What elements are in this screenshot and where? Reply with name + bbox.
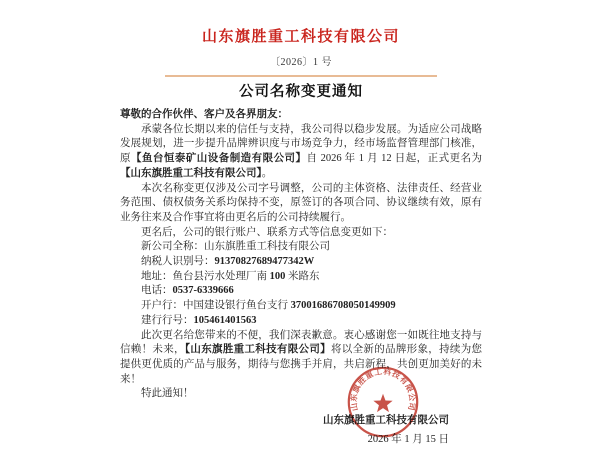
para-closing-text: 此次更名给您带来的不便，我们深表歉意。衷心感谢您一如既往地支持与信赖！未来， (120, 329, 482, 356)
notice-document (120, 28, 482, 449)
para-intro-text: 【鱼台恒泰矿山设备制造有限公司】 (130, 153, 307, 165)
para-hereby-text: 特此通知！ (141, 388, 194, 400)
info-tax-id (120, 255, 482, 270)
para-update-intro-text: 更名后，公司的银行账户、联系方式等信息变更如下： (141, 226, 393, 238)
salutation-text: 尊敬的合作伙伴、客户及各界朋友： (120, 109, 288, 120)
para-intro-text: 。 (261, 167, 273, 179)
document-number: 〔2026〕1 号 (270, 57, 332, 68)
letterhead-company-title: 山东旗胜重工科技有限公司 (201, 29, 400, 45)
info-new-company-name-text: 新公司全称：山东旗胜重工科技有限公司 (141, 241, 330, 253)
para-intro-text: 【山东旗胜重工科技有限公司】 (120, 167, 262, 179)
info-address-text: 地址：鱼台县污水处理厂南 (141, 270, 270, 282)
info-address-text: 米路东 (285, 270, 320, 282)
info-tax-id-text: 91370827689477342W (214, 256, 315, 268)
para-scope-text: 本次名称变更仅涉及公司字号调整，公司的主体资格、法律责任、经营业务范围、债权债务关系均保持不变，原签订的各项合同、协议继续有效，原有业务往来及合作事宜将由更名后的公司持续履行。 (120, 182, 482, 223)
para-closing-text: 【山东旗胜重工科技有限公司】 (184, 344, 331, 356)
signature-company-name: 山东旗胜重工科技有限公司 (323, 415, 449, 427)
info-address (120, 270, 482, 285)
notice-title: 公司名称变更通知 (239, 84, 363, 100)
para-intro (120, 123, 482, 182)
para-hereby (120, 387, 482, 402)
info-new-company-name (120, 240, 482, 255)
info-bank-text: 37001686708050149909 (290, 300, 396, 312)
header-divider (165, 75, 437, 77)
info-tax-id-text: 纳税人识别号： (141, 256, 215, 268)
seal-curved-text: 山东旗胜重工科技有限公司 (349, 367, 417, 412)
info-address-text: 100 (269, 270, 286, 282)
signature-date: 2026 年 1 月 15 日 (367, 434, 449, 446)
info-bank-code-text: 建行行号： (141, 314, 194, 326)
para-closing (120, 329, 482, 388)
info-phone-text: 电话： (141, 285, 173, 297)
para-closing-text: 将以全新的品牌形象，持续为您提供更优质的产品与服务，期待与您携手并肩，共启新程，共创更加美好的未来！ (120, 344, 483, 385)
para-intro-text: 自 2026 年 1 月 12 日起，正式更名为 (306, 153, 483, 165)
info-bank-code (120, 314, 482, 329)
info-phone-text: 0537-6339666 (172, 285, 234, 297)
info-phone (120, 284, 482, 299)
info-bank (120, 299, 482, 314)
para-update-intro (120, 226, 482, 241)
salutation (120, 108, 482, 123)
document-body (120, 108, 482, 402)
info-bank-text: 开户行：中国建设银行鱼台支行 (141, 300, 291, 312)
signature-block (120, 411, 482, 449)
info-bank-code-text: 105461401563 (193, 314, 257, 326)
para-scope (120, 182, 482, 226)
para-intro-text: 承蒙各位长期以来的信任与支持，我公司得以稳步发展。为适应公司战略发展规划，进一步提升品牌辨识度与市场竞争力，经市场监督管理部门核准，原 (120, 123, 482, 165)
